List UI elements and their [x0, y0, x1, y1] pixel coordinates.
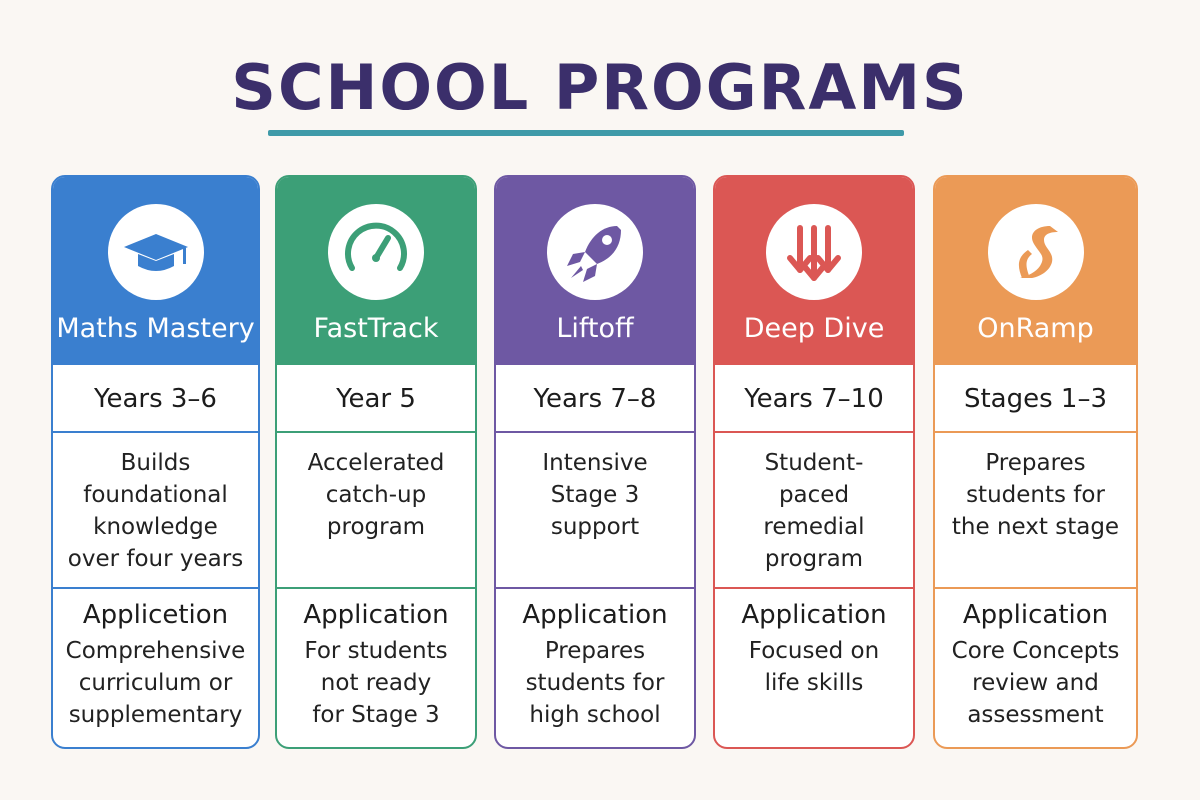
description-line: over four years — [67, 546, 244, 572]
icon-badge — [328, 204, 424, 300]
description-line: the next stage — [951, 514, 1120, 540]
card-header — [53, 177, 258, 363]
application-title: Application — [303, 600, 449, 630]
icon-badge — [547, 204, 643, 300]
description-line: program — [326, 514, 426, 540]
winding-road-icon — [988, 204, 1084, 300]
application-title: Application — [522, 600, 668, 630]
program-card-liftoff — [494, 175, 696, 749]
icon-badge — [988, 204, 1084, 300]
card-header — [935, 177, 1136, 363]
application-title: Application — [741, 600, 887, 630]
application-line: assessment — [967, 702, 1104, 728]
program-description — [935, 431, 1136, 587]
program-application — [277, 587, 475, 747]
description-line: knowledge — [93, 514, 218, 540]
program-application — [496, 587, 694, 747]
description-line: students for — [966, 482, 1105, 508]
application-line: life skills — [764, 670, 864, 696]
description-line: Accelerated — [307, 450, 445, 476]
application-title: Application — [962, 600, 1109, 630]
page-title: SCHOOL PROGRAMS — [231, 51, 969, 124]
program-card-fasttrack — [275, 175, 477, 749]
program-name: FastTrack — [313, 313, 439, 344]
application-title: Applicetion — [82, 600, 229, 630]
application-line: for Stage 3 — [312, 702, 440, 728]
program-application — [715, 587, 913, 747]
description-line: Prepares — [985, 450, 1086, 476]
program-card-onramp — [933, 175, 1138, 749]
program-description — [277, 431, 475, 587]
rocket-icon — [547, 204, 643, 300]
program-years: Years 3–6 — [53, 363, 258, 431]
description-line: remedial — [763, 514, 865, 540]
description-line: paced — [778, 482, 850, 508]
program-description — [496, 431, 694, 587]
program-card-maths-mastery — [51, 175, 260, 749]
application-line: For students — [304, 638, 448, 664]
application-line: curriculum or — [78, 670, 233, 696]
description-line: catch-up — [325, 482, 427, 508]
application-line: Focused on — [748, 638, 880, 664]
description-line: program — [764, 546, 864, 572]
program-application — [935, 587, 1136, 747]
icon-badge — [766, 204, 862, 300]
program-years: Years 7–8 — [496, 363, 694, 431]
card-header — [277, 177, 475, 363]
application-line: Core Concepts — [951, 638, 1120, 664]
program-years: Stages 1–3 — [935, 363, 1136, 431]
description-line: foundational — [83, 482, 228, 508]
description-line: Intensive — [542, 450, 648, 476]
application-line: review and — [972, 670, 1099, 696]
application-line: students for — [525, 670, 665, 696]
program-name: Liftoff — [556, 313, 634, 344]
application-line: high school — [529, 702, 661, 728]
program-card-deep-dive — [713, 175, 915, 749]
application-line: Prepares — [544, 638, 646, 664]
program-name: Maths Mastery — [56, 313, 255, 344]
program-years: Year 5 — [277, 363, 475, 431]
program-name: Deep Dive — [743, 313, 885, 344]
speedometer-icon — [328, 204, 424, 300]
arrows-down-icon — [766, 204, 862, 300]
card-header — [496, 177, 694, 363]
card-header — [715, 177, 913, 363]
graduation-cap-icon — [108, 204, 204, 300]
application-line: Comprehensive — [65, 638, 246, 664]
application-line: not ready — [320, 670, 432, 696]
description-line: Builds — [120, 450, 191, 476]
program-years: Years 7–10 — [715, 363, 913, 431]
title-underline — [268, 130, 904, 136]
application-line: supplementary — [68, 702, 243, 728]
description-line: Student- — [764, 450, 864, 476]
description-line: Stage 3 — [550, 482, 640, 508]
program-description — [53, 431, 258, 587]
description-line: support — [550, 514, 640, 540]
program-name: OnRamp — [977, 313, 1094, 344]
icon-badge — [108, 204, 204, 300]
program-application — [53, 587, 258, 747]
program-description — [715, 431, 913, 587]
